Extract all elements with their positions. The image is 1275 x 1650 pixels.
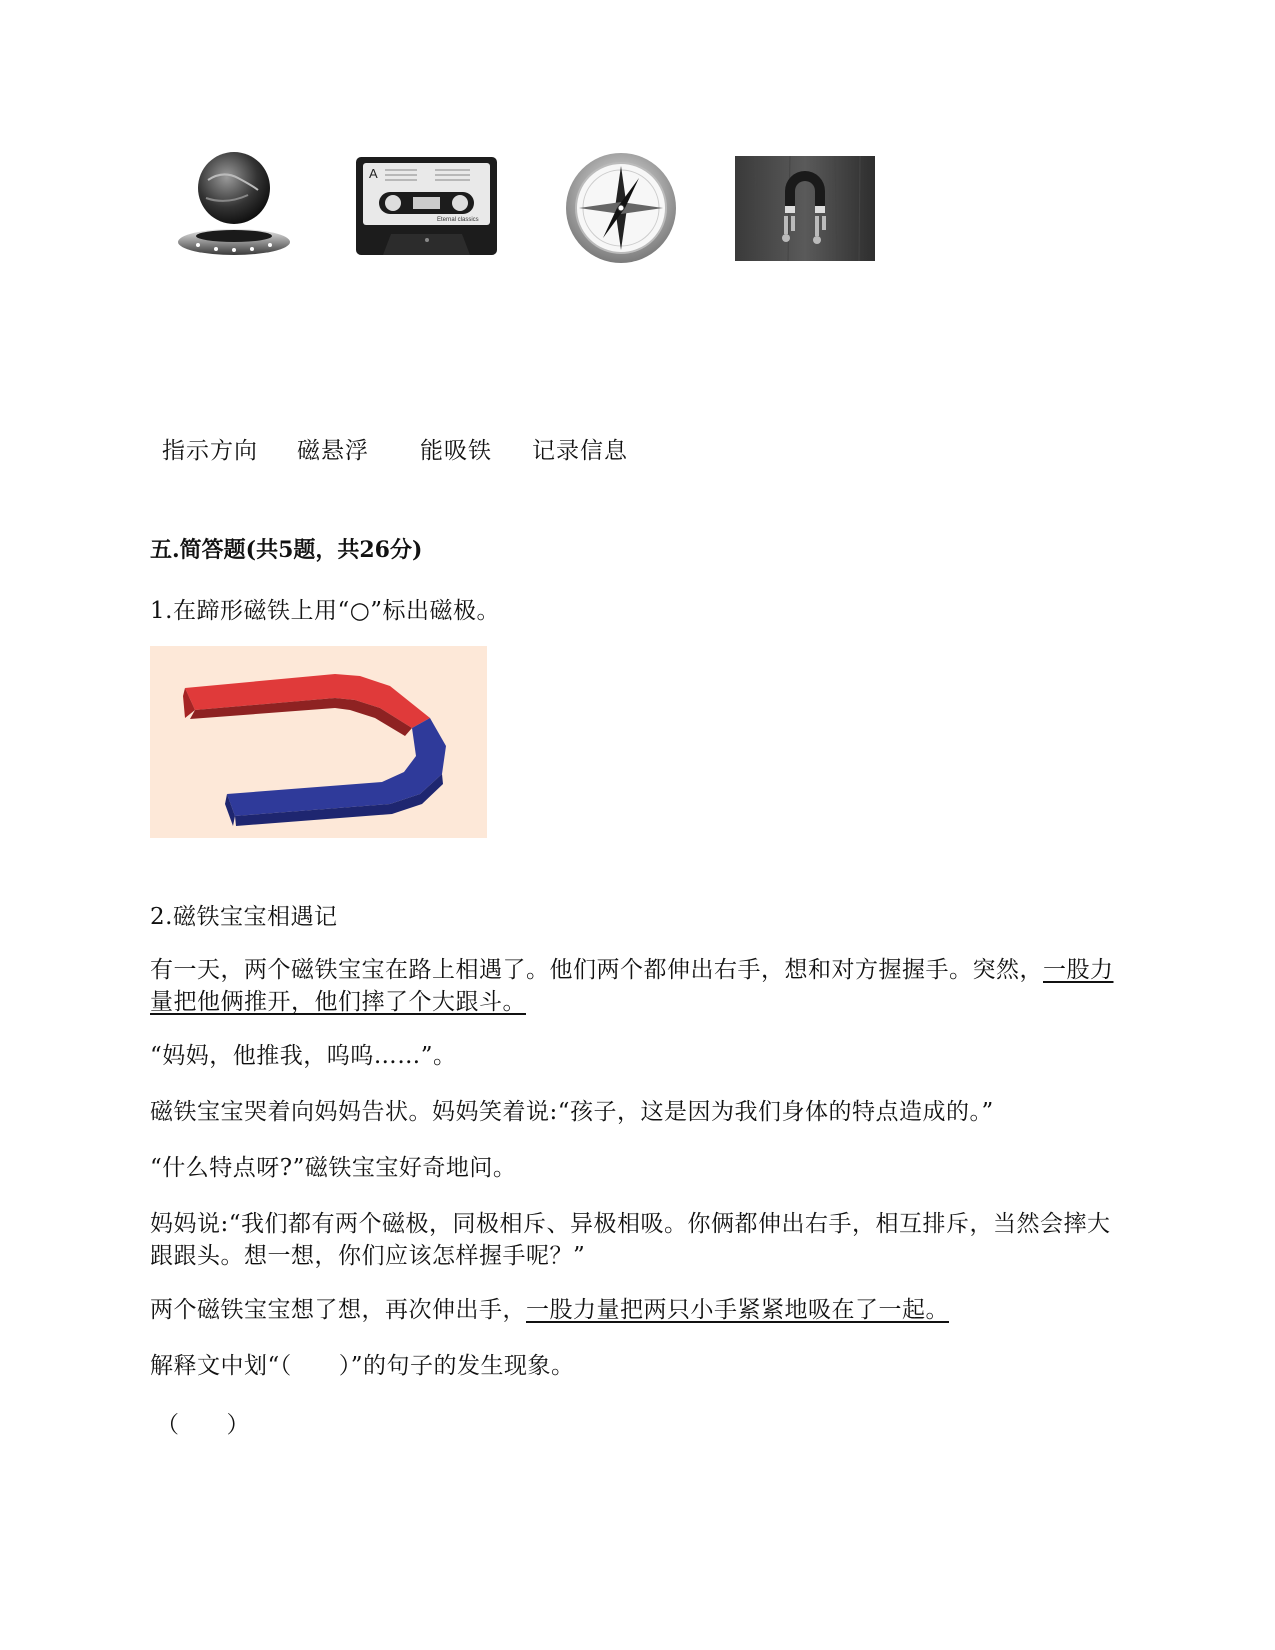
story-p6-underlined: 一股力量把两只小手紧紧地吸在了一起。 [526,1297,949,1323]
cassette-tape-image [355,156,498,256]
cassette-side-letter: A [369,166,378,181]
answer-blank[interactable]: （ ） [156,1412,250,1438]
question-1-text: 1.在蹄形磁铁上用“○”标出磁极。 [150,598,501,624]
story-p6-text: 两个磁铁宝宝想了想，再次伸出手， [150,1297,526,1323]
maglev-globe-icon [178,150,293,265]
horseshoe-magnet-keys-icon [735,156,875,261]
label-direction: 指示方向 [162,438,258,464]
story-paragraph-2: “妈妈，他推我，呜呜……”。 [150,1043,457,1069]
story-paragraph-1 [150,954,1130,1018]
maglev-globe-image [178,150,293,265]
section-title: 五.简答题(共5题，共26分) [150,537,423,563]
story-paragraph-3: 磁铁宝宝哭着向妈妈告状。妈妈笑着说:“孩子，这是因为我们身体的特点造成的。” [150,1099,994,1125]
horseshoe-magnet-image[interactable] [150,646,487,838]
horseshoe-magnet-keys-image [735,156,875,261]
question-2-title: 2.磁铁宝宝相遇记 [150,904,338,930]
story-paragraph-4: “什么特点呀?”磁铁宝宝好奇地问。 [150,1155,517,1181]
cassette-brand: Eternal classics [437,217,479,223]
compass-icon [565,152,677,264]
question-2-prompt: 解释文中划“（ ）”的句子的发生现象。 [150,1353,575,1379]
story-p1-text: 有一天，两个磁铁宝宝在路上相遇了。他们两个都伸出右手，想和对方握握手。突然， [150,957,1043,983]
label-record-info: 记录信息 [532,438,628,464]
story-paragraph-5: 妈妈说:“我们都有两个磁极，同极相斥、异极相吸。你俩都伸出右手，相互排斥，当然会摔大跟跟头。想一想，你们应该怎样握手呢？” [150,1211,1111,1269]
label-attract-iron: 能吸铁 [420,438,492,464]
label-maglev: 磁悬浮 [297,438,369,464]
story-p1-underlined: 一股力量把他俩推开，他们摔了个大跟斗。 [150,957,1114,1015]
horseshoe-magnet-icon [150,646,487,838]
cassette-tape-icon [355,156,498,256]
compass-image [565,152,677,264]
story-paragraph-6 [150,1294,1130,1326]
